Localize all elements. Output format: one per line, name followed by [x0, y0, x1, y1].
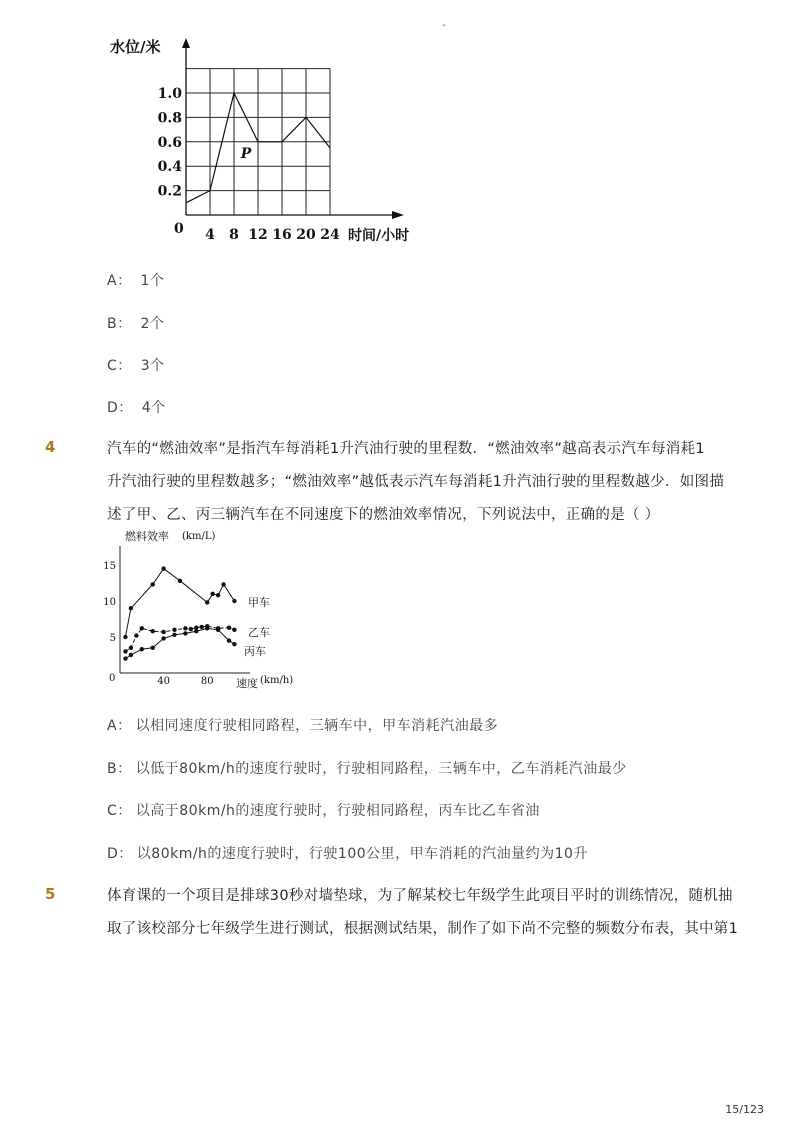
data-point — [189, 627, 193, 631]
y-axis-label: 水位/米 — [110, 38, 161, 56]
option-q3-d — [107, 397, 166, 417]
x-axis-label: 速度 — [236, 677, 258, 690]
option-letter: A： — [107, 273, 132, 289]
option-text: 4个 — [136, 400, 166, 416]
x-tick-label: 40 — [157, 676, 170, 687]
data-point — [227, 625, 231, 629]
y-tick-label: 0.6 — [157, 134, 182, 151]
header-mark: - — [442, 20, 446, 31]
option-q4-c — [107, 800, 540, 820]
data-point — [232, 642, 236, 646]
option-text: 3个 — [135, 358, 165, 374]
origin-label: 0 — [109, 673, 116, 684]
option-letter: B： — [107, 761, 132, 777]
option-letter: B： — [107, 316, 132, 332]
data-point — [123, 635, 127, 639]
series-line-2 — [125, 628, 234, 658]
chart1-axes — [182, 38, 404, 219]
data-point — [151, 582, 155, 586]
data-point — [210, 592, 214, 596]
x-axis-unit: (km/h) — [260, 675, 294, 686]
option-q3-c — [107, 355, 165, 375]
series-label-jia: 甲车 — [248, 596, 270, 609]
data-point — [161, 636, 165, 640]
x-axis-label: 时间/小时 — [348, 228, 410, 244]
y-tick-label: 0.2 — [157, 183, 182, 200]
option-text: 以80km/h的速度行驶时，行驶100公里，甲车消耗的汽油量约为10升 — [136, 846, 588, 862]
data-point — [232, 628, 236, 632]
option-letter: A： — [107, 718, 132, 734]
data-point — [140, 647, 144, 651]
data-point — [129, 653, 133, 657]
data-point — [227, 638, 231, 642]
option-text: 以相同速度行驶相同路程，三辆车中，甲车消耗汽油最多 — [135, 718, 499, 734]
x-tick-label: 12 — [248, 227, 268, 243]
chart2-series — [123, 566, 236, 660]
water-level-chart — [110, 30, 430, 250]
question-4-line: 述了甲、乙、丙三辆汽车在不同速度下的燃油效率情况，下列说法中，正确的是（ ） — [107, 507, 660, 523]
data-point — [194, 629, 198, 633]
y-axis-label: 燃料效率 — [125, 530, 169, 543]
data-point — [178, 579, 182, 583]
point-p-label: P — [240, 145, 252, 162]
option-q3-b — [107, 313, 164, 333]
y-tick-label: 0.8 — [157, 110, 182, 127]
data-point — [216, 628, 220, 632]
x-tick-label: 16 — [272, 227, 292, 243]
y-tick-label: 10 — [103, 597, 116, 608]
question-4-line: 升汽油行驶的里程数越多；“燃油效率”越低表示汽车每消耗1升汽油行驶的里程数越少．如图描 — [107, 474, 725, 490]
question-5-line: 取了该校部分七年级学生进行测试，根据测试结果，制作了如下尚不完整的频数分布表，其中第1 — [107, 921, 739, 937]
x-tick-label: 4 — [205, 227, 215, 243]
option-letter: D： — [107, 400, 133, 416]
y-axis-unit: (km/L) — [182, 531, 216, 542]
x-tick-label: 80 — [200, 676, 214, 687]
option-letter: D： — [107, 846, 133, 862]
question-number-5: 5 — [45, 885, 56, 903]
option-letter: C： — [107, 803, 132, 819]
data-point — [221, 582, 225, 586]
option-text: 以低于80km/h的速度行驶时，行驶相同路程，三辆车中，乙车消耗汽油最少 — [135, 761, 627, 777]
series-label-yi: 乙车 — [248, 626, 270, 639]
option-text: 以高于80km/h的速度行驶时，行驶相同路程，丙车比乙车省油 — [135, 803, 540, 819]
y-tick-label: 1.0 — [157, 86, 182, 102]
data-point — [205, 600, 209, 604]
data-point — [200, 625, 204, 629]
data-point — [151, 629, 155, 633]
data-point — [183, 626, 187, 630]
option-q3-a — [107, 270, 164, 290]
data-point — [151, 646, 155, 650]
option-text: 2个 — [135, 316, 165, 332]
question-number-4: 4 — [45, 438, 56, 456]
data-point — [172, 633, 176, 637]
data-point — [232, 599, 236, 603]
data-point — [140, 626, 144, 630]
x-tick-label: 24 — [320, 227, 340, 243]
option-q4-d — [107, 843, 588, 863]
origin-label: 0 — [174, 221, 184, 237]
data-point — [129, 646, 133, 650]
data-point — [134, 633, 138, 637]
data-point — [216, 593, 220, 597]
page-number: 15/123 — [725, 1103, 764, 1116]
question-4-line: 汽车的“燃油效率”是指汽车每消耗1升汽油行驶的里程数．“燃油效率”越高表示汽车每消耗1 — [107, 441, 705, 457]
y-axis-arrow — [182, 38, 190, 48]
x-tick-label: 20 — [296, 227, 316, 243]
data-point — [183, 631, 187, 635]
data-point — [129, 606, 133, 610]
data-point — [205, 626, 209, 630]
chart2-axes — [120, 546, 250, 673]
y-tick-label: 0.4 — [157, 159, 182, 176]
option-letter: C： — [107, 358, 132, 374]
y-tick-label: 15 — [103, 561, 116, 572]
data-point — [123, 649, 127, 653]
option-text: 1个 — [135, 273, 165, 289]
x-tick-label: 8 — [229, 227, 239, 243]
question-5-line: 体育课的一个项目是排球30秒对墙垫球，为了解某校七年级学生此项目平时的训练情况，随机抽 — [107, 888, 733, 904]
fuel-efficiency-chart — [100, 526, 320, 696]
data-point — [123, 656, 127, 660]
series-label-bing: 丙车 — [244, 645, 266, 658]
option-q4-a — [107, 715, 498, 735]
data-point — [161, 566, 165, 570]
data-point — [172, 628, 176, 632]
x-axis-arrow — [392, 211, 404, 219]
data-point — [161, 630, 165, 634]
y-tick-label: 5 — [109, 633, 116, 644]
option-q4-b — [107, 758, 627, 778]
